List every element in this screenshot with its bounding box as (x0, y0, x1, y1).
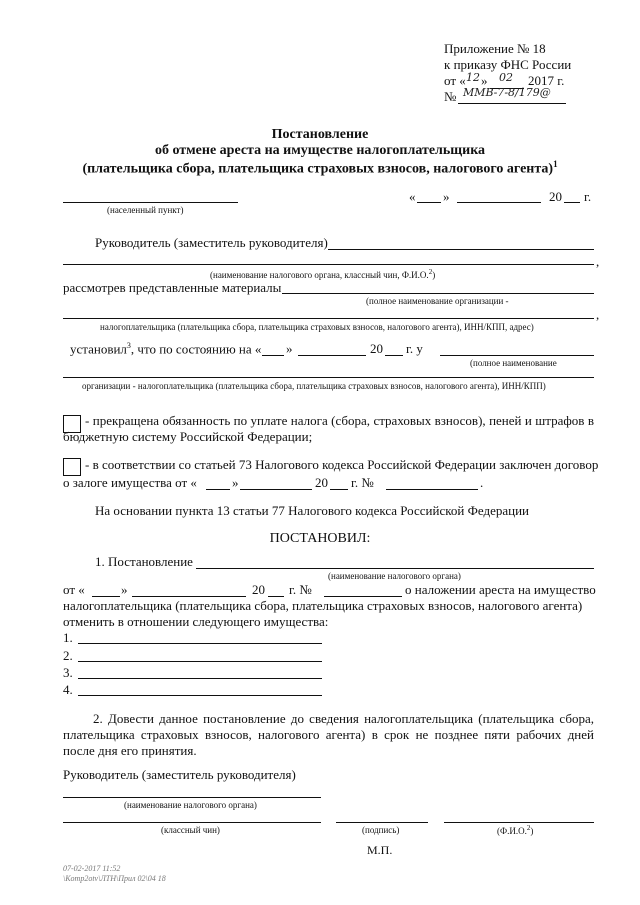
decided-heading: ПОСТАНОВИЛ: (269, 531, 371, 546)
basis-text: На основании пункта 13 статьи 77 Налогового кодекса Российской Федерации (95, 503, 529, 518)
item1-list-4: 4. (63, 682, 73, 697)
established-caption2: организации - налогоплательщика (плательщика сбора, плательщика страховых взносов, налогового агента), ИНН/КПП) (82, 381, 546, 391)
item1-close: » (121, 582, 128, 597)
established-year-suffix: г. у (406, 341, 423, 356)
reviewed-label: рассмотрев представленные материалы (63, 280, 282, 295)
date-close-quote: » (443, 189, 450, 204)
stamp-place: М.П. (367, 843, 393, 857)
appendix-line2: к приказу ФНС России (444, 57, 572, 72)
item1-list-1: 1. (63, 630, 73, 645)
item1-caption: (наименование налогового органа) (328, 571, 461, 581)
established-close: » (286, 341, 293, 356)
signature-label: Руководитель (заместитель руководителя) (63, 767, 296, 782)
item1-label: 1. Постановление (95, 554, 193, 569)
signature-caption-rank: (классный чин) (161, 825, 220, 835)
place-caption: (населенный пункт) (107, 205, 184, 215)
appendix-line1: Приложение № 18 (444, 41, 546, 56)
title-line1: Постановление (271, 127, 369, 142)
date-open-quote: « (409, 189, 416, 204)
head-comma: , (596, 254, 600, 269)
title-line2: об отмене ареста на имуществе налогоплательщика (154, 143, 486, 158)
footer-mark-2: \Komp2otv\ЛТН\Прил 02\04 18 (63, 874, 166, 883)
reviewed-caption1: (полное наименование организации - (366, 296, 509, 306)
date-year: 20 (549, 189, 562, 204)
option1-text: - прекращена обязанность по уплате налога (сбора, страховых взносов), пеней и штрафов в бюджетную систему Российской Федерации; (63, 413, 594, 444)
item1-line2: налогоплательщика (плательщика сбора, плательщика страховых взносов, налогового агента) (63, 598, 583, 613)
reviewed-comma: , (596, 307, 600, 322)
established-year: 20 (370, 341, 383, 356)
item1-list-2: 2. (63, 648, 73, 663)
item1-about: о наложении ареста на имущество (405, 582, 596, 597)
title-line3: (плательщика сбора, плательщика страховых взносов, налогового агента)$^1$ (82, 159, 558, 177)
option2-line1: - в соответствии со статьей 73 Налогового кодекса Российской Федерации заключен договор (85, 457, 599, 472)
signature-caption-org: (наименование налогового органа) (124, 800, 257, 810)
option2-line2-close: » (232, 475, 239, 490)
head-label: Руководитель (заместитель руководителя) (95, 235, 328, 250)
appendix-date-year: 2017 г. (528, 73, 565, 88)
appendix-date-month: 02 (499, 71, 513, 84)
appendix-date-prefix: от « (444, 73, 466, 88)
appendix-date-mid: » (481, 73, 488, 88)
head-caption: (наименование налогового органа, классный чин, Ф.И.О.$^2$) (210, 268, 436, 280)
option2-line2-year: 20 (315, 475, 328, 490)
item2-text: 2. Довести данное постановление до сведения налогоплательщика (плательщика сбора, плательщика страховых взносов, налогового агента) в срок не позднее пяти рабочих дней после дня его принятия. (63, 711, 594, 758)
appendix-number: ММВ-7-8/179@ (463, 86, 551, 99)
item1-num: г. № (289, 582, 312, 597)
item1-line3: отменить в отношении следующего имущества: (63, 614, 329, 629)
option2-line2-prefix: о залоге имущества от « (63, 475, 197, 490)
reviewed-caption2: налогоплательщика (плательщика сбора, плательщика страховых взносов, налогового агента), ИНН/КПП, адрес) (100, 322, 534, 332)
option2-line2-end: . (480, 475, 484, 490)
item1-list-3: 3. (63, 665, 73, 680)
appendix-number-prefix: № (444, 89, 457, 104)
established-caption1: (полное наименование (470, 358, 557, 368)
item1-year: 20 (252, 582, 265, 597)
appendix-date-day: 12 (466, 71, 480, 84)
option2-line2-suffix: г. № (351, 475, 374, 490)
signature-caption-sign: (подпись) (362, 825, 400, 835)
item1-from: от « (63, 582, 85, 597)
established-text: установил$^3$, что по состоянию на « (70, 341, 262, 357)
footer-mark-1: 07-02-2017 11:52 (63, 864, 121, 873)
signature-caption-fio: (Ф.И.О.$^2$) (497, 824, 534, 836)
option2-checkbox[interactable] (63, 458, 81, 476)
date-year-suffix: г. (584, 189, 592, 204)
title-footnote: 1 (553, 159, 558, 169)
